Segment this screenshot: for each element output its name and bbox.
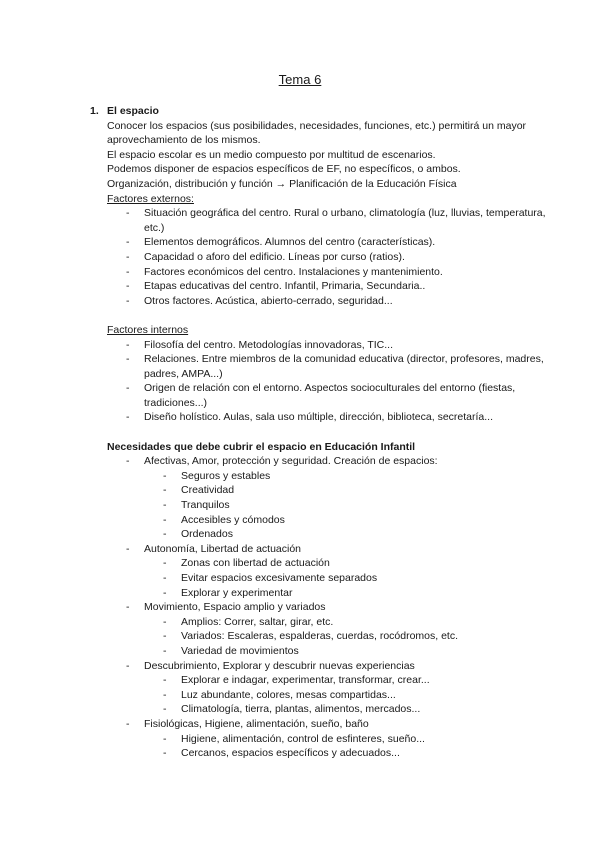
paragraph: El espacio escolar es un medio compuesto por multitud de escenarios.: [107, 148, 436, 161]
dash-bullet-icon: -: [126, 659, 130, 672]
sublist-item: [90, 688, 560, 703]
list-item-text: Capacidad o aforo del edificio. Líneas por curso (ratios).: [144, 250, 405, 263]
needs-group-label: Afectivas, Amor, protección y seguridad. Creación de espacios:: [144, 455, 438, 468]
list-item-text: Origen de relación con el entorno. Aspectos socioculturales del entorno (fiestas, tradiciones...): [144, 382, 516, 409]
needs-list: [90, 600, 560, 615]
dash-bullet-icon: -: [126, 265, 130, 278]
sublist-item: [90, 513, 560, 528]
dash-bullet-icon: -: [163, 644, 167, 657]
sublist-item-text: Amplios: Correr, saltar, girar, etc.: [181, 615, 334, 628]
dash-bullet-icon: -: [163, 513, 167, 526]
dash-bullet-icon: -: [163, 674, 167, 687]
needs-group-label: Descubrimiento, Explorar y descubrir nuevas experiencias: [144, 659, 415, 672]
list-item: [90, 250, 560, 265]
sublist-item: [90, 746, 560, 761]
dash-bullet-icon: -: [126, 542, 130, 555]
list-item-text: Relaciones. Entre miembros de la comunidad educativa (director, profesores, madres, padres, AMPA...): [144, 353, 544, 380]
dash-bullet-icon: -: [163, 703, 167, 716]
paragraph: Podemos disponer de espacios específicos de EF, no específicos, o ambos.: [107, 163, 461, 176]
paragraph: Conocer los espacios (sus posibilidades, necesidades, funciones, etc.) permitirá un mayor aprovechamiento de los mismos.: [107, 119, 527, 147]
list-item-text: Elementos demográficos. Alumnos del centro (características).: [144, 236, 436, 249]
sublist-item-text: Luz abundante, colores, mesas compartidas...: [181, 688, 396, 701]
dash-bullet-icon: -: [163, 469, 167, 482]
sublist-item: [90, 527, 560, 542]
dash-bullet-icon: -: [126, 382, 130, 395]
sublist-item-text: Tranquilos: [181, 499, 230, 512]
list-item: [90, 265, 560, 280]
sublist-item-text: Ordenados: [181, 528, 233, 541]
blank-line: [90, 425, 560, 440]
dash-bullet-icon: -: [126, 280, 130, 293]
section-title: El espacio: [107, 105, 159, 117]
list-item: [90, 206, 560, 235]
dash-bullet-icon: -: [126, 207, 130, 220]
dash-bullet-icon: -: [126, 294, 130, 307]
dash-bullet-icon: -: [163, 615, 167, 628]
needs-list: [90, 454, 560, 469]
list-item-text: Situación geográfica del centro. Rural o urbano, climatología (luz, lluvias, temperatura, etc.): [144, 207, 546, 234]
list-item-text: Filosofía del centro. Metodologías innovadoras, TIC...: [144, 338, 394, 351]
list-item: [90, 338, 560, 353]
list-item: [90, 294, 560, 309]
section-heading: [90, 104, 560, 119]
sublist-item-text: Evitar espacios excesivamente separados: [181, 572, 378, 584]
internal-factors-list: [90, 338, 560, 426]
sublist-item-text: Zonas con libertad de actuación: [181, 557, 330, 570]
needs-group: [90, 717, 560, 732]
list-item-text: Otros factores. Acústica, abierto-cerrado, seguridad...: [144, 294, 393, 307]
needs-group: [90, 454, 560, 469]
dash-bullet-icon: -: [126, 236, 130, 249]
sublist-item-text: Variedad de movimientos: [181, 644, 299, 657]
dash-bullet-icon: -: [126, 717, 130, 730]
list-item: [90, 381, 560, 410]
sublist-item: [90, 469, 560, 484]
sublist-item: [90, 629, 560, 644]
sublist-item: [90, 498, 560, 513]
dash-bullet-icon: -: [163, 484, 167, 497]
dash-bullet-icon: -: [126, 250, 130, 263]
sublist-item: [90, 586, 560, 601]
needs-heading: Necesidades que debe cubrir el espacio en Educación Infantil: [107, 440, 416, 453]
sublist-item-text: Creatividad: [181, 484, 235, 497]
needs-list: [90, 659, 560, 674]
needs-group-label: Autonomía, Libertad de actuación: [144, 542, 302, 555]
needs-list: [90, 717, 560, 732]
list-item-text: Etapas educativas del centro. Infantil, Primaria, Secundaria..: [144, 280, 426, 293]
dash-bullet-icon: -: [163, 586, 167, 599]
sublist-item: [90, 732, 560, 747]
sublist-item-text: Explorar y experimentar: [181, 586, 293, 599]
needs-group: [90, 542, 560, 557]
dash-bullet-icon: -: [126, 601, 130, 614]
needs-group: [90, 600, 560, 615]
sublist-item: [90, 702, 560, 717]
internal-factors-heading: Factores internos: [107, 323, 189, 336]
sublist-item: [90, 673, 560, 688]
sublist-item-text: Explorar e indagar, experimentar, transformar, crear...: [181, 674, 430, 687]
list-item: [90, 410, 560, 425]
sublist-item: [90, 644, 560, 659]
sublist-item-text: Variados: Escaleras, espalderas, cuerdas, rocódromos, etc.: [181, 630, 459, 643]
sublist-item-text: Accesibles y cómodos: [181, 513, 285, 526]
needs-list: [90, 542, 560, 557]
needs-group-label: Movimiento, Espacio amplio y variados: [144, 601, 326, 614]
dash-bullet-icon: -: [163, 499, 167, 512]
needs-sublist: [90, 615, 560, 659]
list-item: [90, 352, 560, 381]
needs-sublist: [90, 673, 560, 717]
list-item-text: Diseño holístico. Aulas, sala uso múltiple, dirección, biblioteca, secretaría...: [144, 411, 494, 424]
sublist-item-text: Higiene, alimentación, control de esfinteres, sueño...: [181, 732, 425, 745]
dash-bullet-icon: -: [163, 528, 167, 541]
list-item-text: Factores económicos del centro. Instalaciones y mantenimiento.: [144, 265, 443, 278]
dash-bullet-icon: -: [163, 630, 167, 643]
dash-bullet-icon: -: [126, 338, 130, 351]
sublist-item-text: Climatología, tierra, plantas, alimentos, mercados...: [181, 703, 421, 716]
page-title: Tema 6: [278, 72, 322, 87]
sublist-item: [90, 483, 560, 498]
external-factors-list: [90, 206, 560, 308]
dash-bullet-icon: -: [126, 411, 130, 424]
external-factors-heading: Factores externos:: [107, 192, 194, 205]
section-el-espacio: [90, 104, 560, 761]
needs-sublist: [90, 732, 560, 761]
sublist-item: [90, 556, 560, 571]
sublist-item: [90, 571, 560, 586]
section-number: 1.: [90, 105, 99, 117]
list-item: [90, 235, 560, 250]
needs-sublist: [90, 469, 560, 542]
needs-group: [90, 659, 560, 674]
sublist-item-text: Seguros y estables: [181, 469, 271, 482]
paragraph: Organización, distribución y función → Planificación de la Educación Física: [107, 177, 457, 190]
dash-bullet-icon: -: [126, 455, 130, 468]
needs-group-label: Fisiológicas, Higiene, alimentación, sueño, baño: [144, 717, 369, 730]
dash-bullet-icon: -: [163, 747, 167, 760]
needs-sublist: [90, 556, 560, 600]
dash-bullet-icon: -: [126, 353, 130, 366]
list-item: [90, 279, 560, 294]
dash-bullet-icon: -: [163, 688, 167, 701]
dash-bullet-icon: -: [163, 732, 167, 745]
sublist-item: [90, 615, 560, 630]
dash-bullet-icon: -: [163, 557, 167, 570]
blank-line: [90, 308, 560, 323]
dash-bullet-icon: -: [163, 572, 167, 584]
sublist-item-text: Cercanos, espacios específicos y adecuados...: [181, 747, 400, 760]
